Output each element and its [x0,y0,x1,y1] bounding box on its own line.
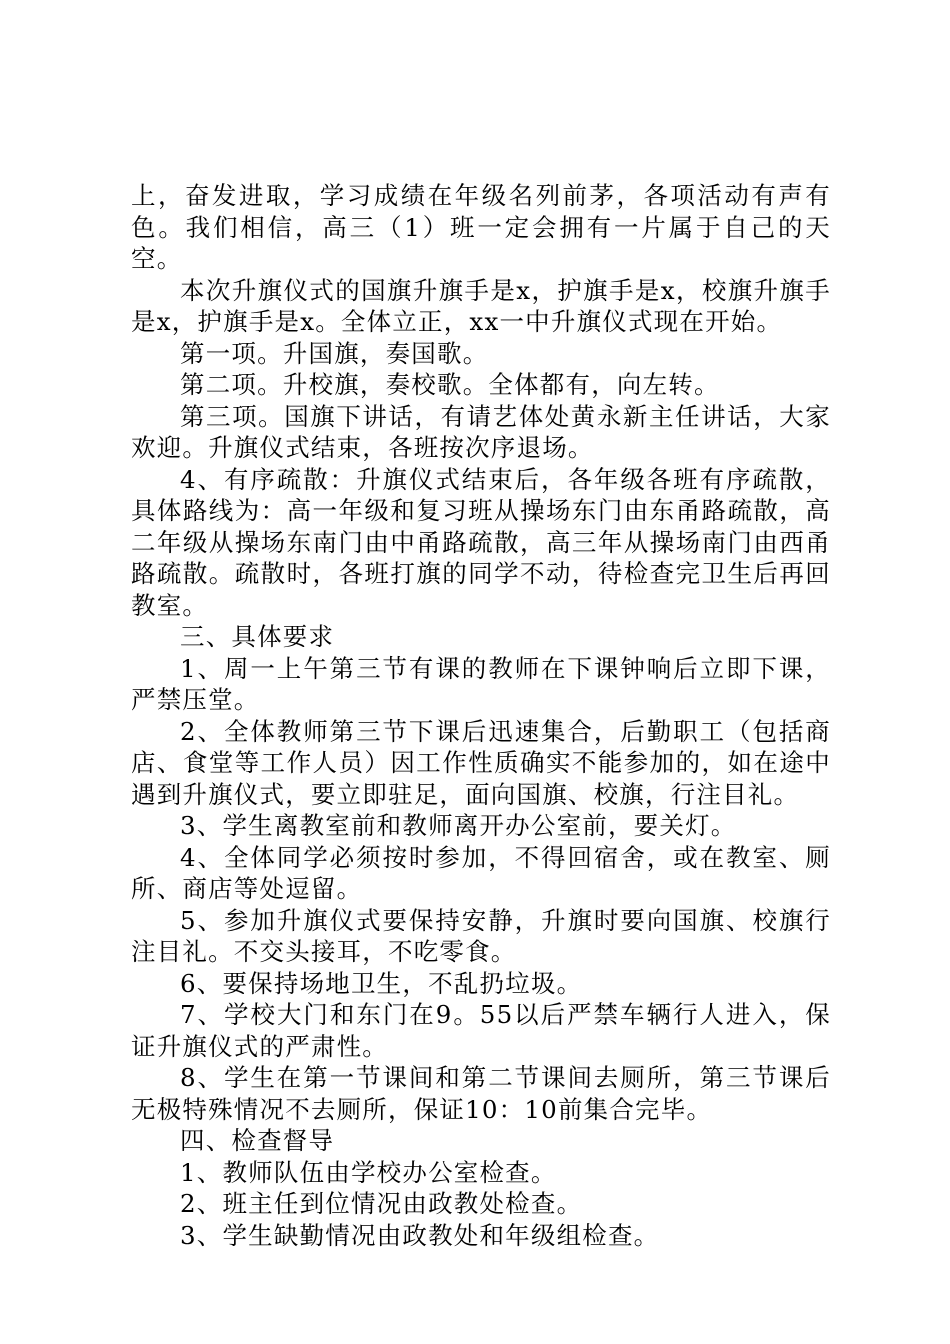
inspection-3: 3、学生缺勤情况由政教处和年级组检查。 [180,1220,660,1250]
inspection-2: 2、班主任到位情况由政教处检查。 [180,1189,583,1218]
paragraph-orderly-dispersal: 4、有序疏散：升旗仪式结束后，各年级各班有序疏散，具体路线为：高一年级和复习班从操场东门由东甬路疏散，高二年级从操场东南门由中甬路疏散，高三年从操场南门由西甬路疏散。疏散时，各班打旗的同学不动，待检查完卫生后再回教室。 [131,464,831,620]
paragraph-flag-bearers: 本次升旗仪式的国旗升旗手是x，护旗手是x，校旗升旗手是x，护旗手是x。全体立正，xx一中升旗仪式现在开始。 [131,275,831,336]
requirement-8: 8、学生在第一节课间和第二节课间去厕所，第三节课后无极特殊情况不去厕所，保证10：10前集合完毕。 [131,1063,831,1124]
requirement-7: 7、学校大门和东门在9。55以后严禁车辆行人进入，保证升旗仪式的严肃性。 [131,1000,831,1061]
paragraph-continuation: 上，奋发进取，学习成绩在年级名列前茅，各项活动有声有色。我们相信，高三（1）班一定会拥有一片属于自己的天空。 [131,181,831,273]
requirement-1: 1、周一上午第三节有课的教师在下课钟响后立即下课，严禁压堂。 [131,653,831,714]
inspection-1: 1、教师队伍由学校办公室检查。 [180,1157,557,1187]
paragraph-item-three: 第三项。国旗下讲话，有请艺体处黄永新主任讲话，大家欢迎。升旗仪式结束，各班按次序退场。 [131,401,831,462]
document-body [131,180,831,1251]
section-heading-requirements: 三、具体要求 [180,622,335,651]
requirement-3: 3、学生离教室前和教师离开办公室前，要关灯。 [180,811,737,840]
requirement-6: 6、要保持场地卫生，不乱扔垃圾。 [180,968,583,998]
paragraph-item-two: 第二项。升校旗，奏校歌。全体都有，向左转。 [180,370,720,399]
requirement-5: 5、参加升旗仪式要保持安静，升旗时要向国旗、校旗行注目礼。不交头接耳，不吃零食。 [131,905,831,966]
requirement-2: 2、全体教师第三节下课后迅速集合，后勤职工（包括商店、食堂等工作人员）因工作性质确实不能参加的，如在途中遇到升旗仪式，要立即驻足，面向国旗、校旗，行注目礼。 [131,716,831,809]
requirement-4: 4、全体同学必须按时参加，不得回宿舍，或在教室、厕所、商店等处逗留。 [131,842,831,903]
section-heading-inspection: 四、检查督导 [180,1126,335,1155]
paragraph-item-one: 第一项。升国旗，奏国歌。 [180,338,489,368]
